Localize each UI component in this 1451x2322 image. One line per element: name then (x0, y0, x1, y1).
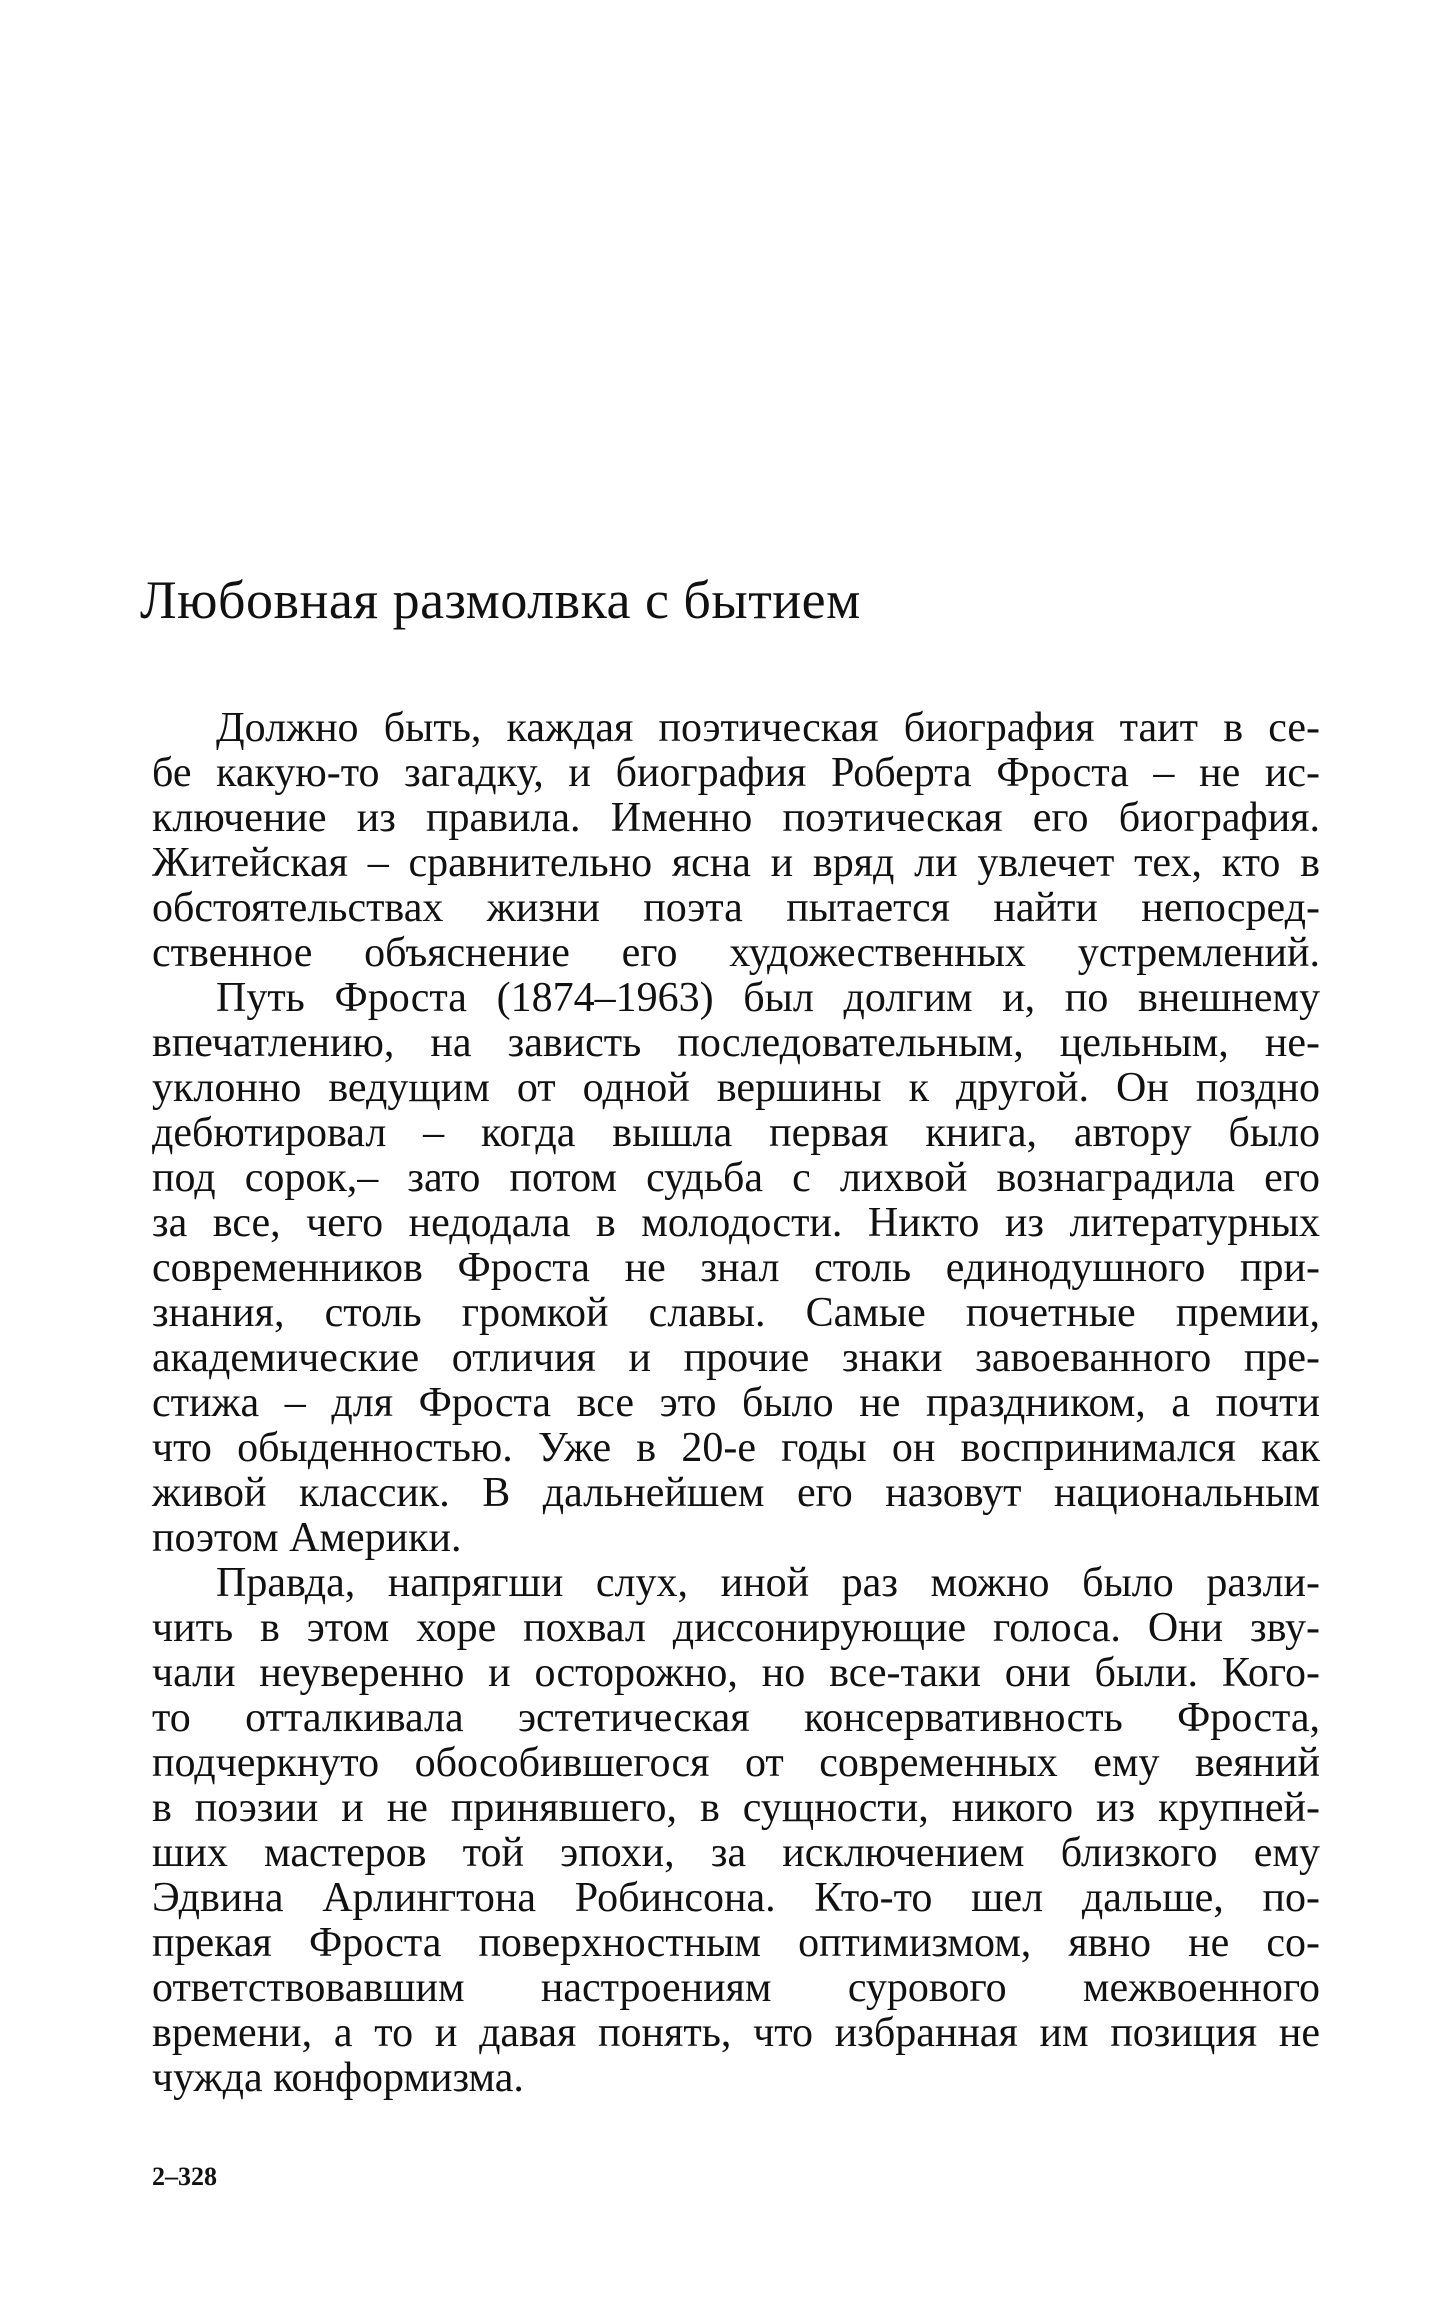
text-line: под сорок,– зато потом судьба с лихвой вознаградила его (152, 1155, 1320, 1201)
text-line: в поэзии и не принявшего, в сущности, никого из крупней- (152, 1785, 1320, 1831)
text-line: обстоятельствах жизни поэта пытается найти непосред- (152, 885, 1320, 931)
text-line: знания, столь громкой славы. Самые почетные премии, (152, 1290, 1320, 1336)
text-line: что обыденностью. Уже в 20-е годы он воспринимался как (152, 1425, 1320, 1471)
text-line: Эдвина Арлингтона Робинсона. Кто-то шел дальше, по- (152, 1875, 1320, 1921)
text-line: времени, а то и давая понять, что избранная им позиция не (152, 2010, 1320, 2056)
text-line: академические отличия и прочие знаки завоеванного пре- (152, 1335, 1320, 1381)
text-line: чить в этом хоре похвал диссонирующие голоса. Они зву- (152, 1605, 1320, 1651)
text-line: за все, чего недодала в молодости. Никто из литературных (152, 1200, 1320, 1246)
text-line: современников Фроста не знал столь единодушного при- (152, 1245, 1320, 1291)
text-line: ключение из правила. Именно поэтическая его биография. (152, 795, 1320, 841)
text-line: дебютировал – когда вышла первая книга, автору было (152, 1110, 1320, 1156)
text-line: Должно быть, каждая поэтическая биография таит в се- (216, 705, 1320, 751)
text-line: чали неуверенно и осторожно, но все-таки они были. Кого- (152, 1650, 1320, 1696)
text-line: поэтом Америки. (152, 1515, 462, 1561)
text-line: стижа – для Фроста все это было не праздником, а почти (152, 1380, 1320, 1426)
text-line: бе какую-то загадку, и биография Роберта Фроста – не ис- (152, 750, 1320, 796)
text-line: ших мастеров той эпохи, за исключением близкого ему (152, 1830, 1320, 1876)
text-line: то отталкивала эстетическая консервативность Фроста, (152, 1695, 1320, 1741)
text-line: Правда, напрягши слух, иной раз можно было разли- (216, 1560, 1320, 1606)
text-line: живой классик. В дальнейшем его назовут национальным (152, 1470, 1320, 1516)
text-line: Житейская – сравнительно ясна и вряд ли увлечет тех, кто в (152, 840, 1320, 886)
printer-signature: 2–328 (152, 2162, 217, 2191)
text-line: подчеркнуто обособившегося от современных ему веяний (152, 1740, 1320, 1786)
body-text (152, 706, 1320, 2101)
text-line: ственное объяснение его художественных устремлений. (152, 930, 1320, 976)
text-line: ответствовавшим настроениям сурового межвоенного (152, 1965, 1320, 2011)
text-line: Путь Фроста (1874–1963) был долгим и, по внешнему (216, 975, 1320, 1021)
text-line: прекая Фроста поверхностным оптимизмом, явно не со- (152, 1920, 1320, 1966)
text-line: уклонно ведущим от одной вершины к другой. Он поздно (152, 1065, 1320, 1111)
chapter-title: Любовная размолвка с бытием (140, 570, 861, 630)
text-line: чужда конформизма. (152, 2055, 524, 2101)
text-line: впечатлению, на зависть последовательным, цельным, не- (152, 1020, 1320, 1066)
